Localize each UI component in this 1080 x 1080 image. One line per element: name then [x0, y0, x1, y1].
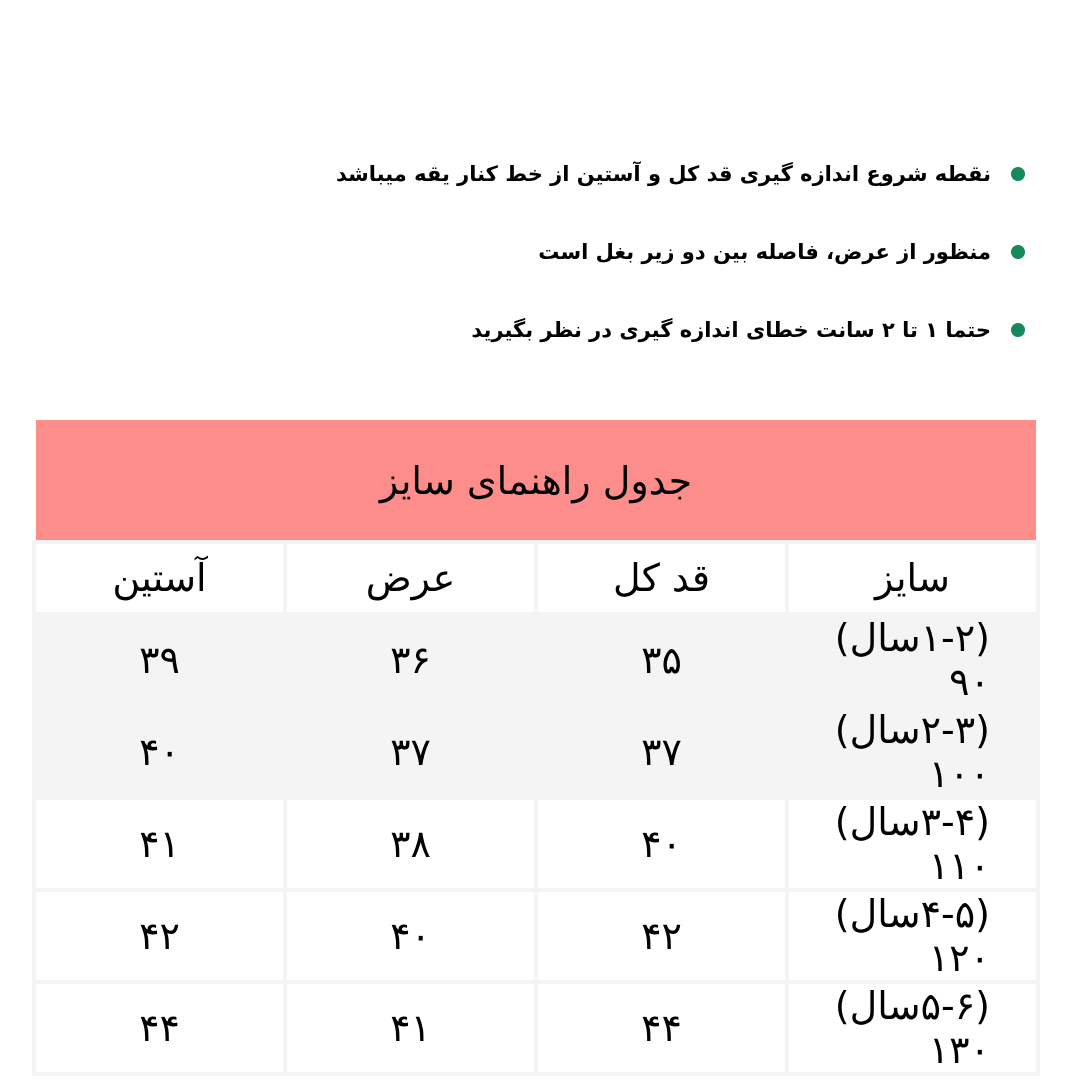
cell-sleeve: ۴۴	[36, 984, 283, 1072]
note-text: نقطه شروع اندازه گیری قد کل و آستین از خط کنار یقه میباشد	[335, 162, 991, 186]
cell-sleeve: ۴۱	[36, 800, 283, 888]
cell-total-length: ۴۲	[538, 892, 785, 980]
cell-sleeve: ۴۰	[36, 708, 283, 796]
cell-size: (۴-۵سال) ۱۲۰	[789, 892, 1036, 980]
measurement-notes	[325, 148, 1025, 382]
bullet-dot-icon	[1011, 323, 1025, 337]
table-row	[36, 984, 1036, 1072]
cell-total-length: ۳۵	[538, 616, 785, 704]
table-title: جدول راهنمای سایز	[36, 420, 1036, 542]
cell-total-length: ۴۴	[538, 984, 785, 1072]
cell-sleeve: ۴۲	[36, 892, 283, 980]
table-header-row	[36, 544, 1036, 612]
cell-total-length: ۴۰	[538, 800, 785, 888]
note-text: منظور از عرض، فاصله بین دو زیر بغل است	[538, 240, 991, 264]
table-row	[36, 708, 1036, 796]
note-item	[325, 226, 1025, 278]
bullet-dot-icon	[1011, 167, 1025, 181]
table-row	[36, 800, 1036, 888]
cell-total-length: ۳۷	[538, 708, 785, 796]
note-text: حتما ۱ تا ۲ سانت خطای اندازه گیری در نظر بگیرید	[471, 318, 991, 342]
header-sleeve: آستین	[36, 544, 283, 612]
note-item	[325, 148, 1025, 200]
cell-sleeve: ۳۹	[36, 616, 283, 704]
table-row	[36, 892, 1036, 980]
note-item	[325, 304, 1025, 356]
header-size: سایز	[789, 544, 1036, 612]
cell-width: ۳۷	[287, 708, 534, 796]
cell-width: ۴۰	[287, 892, 534, 980]
table-row	[36, 616, 1036, 704]
cell-width: ۴۱	[287, 984, 534, 1072]
cell-width: ۳۶	[287, 616, 534, 704]
size-guide-table-container	[36, 420, 1044, 1076]
header-total-length: قد کل	[538, 544, 785, 612]
cell-size: (۳-۴سال) ۱۱۰	[789, 800, 1036, 888]
cell-width: ۳۸	[287, 800, 534, 888]
size-guide-table	[32, 540, 1040, 1076]
cell-size: (۱-۲سال) ۹۰	[789, 616, 1036, 704]
cell-size: (۵-۶سال) ۱۳۰	[789, 984, 1036, 1072]
bullet-dot-icon	[1011, 245, 1025, 259]
header-width: عرض	[287, 544, 534, 612]
cell-size: (۲-۳سال) ۱۰۰	[789, 708, 1036, 796]
